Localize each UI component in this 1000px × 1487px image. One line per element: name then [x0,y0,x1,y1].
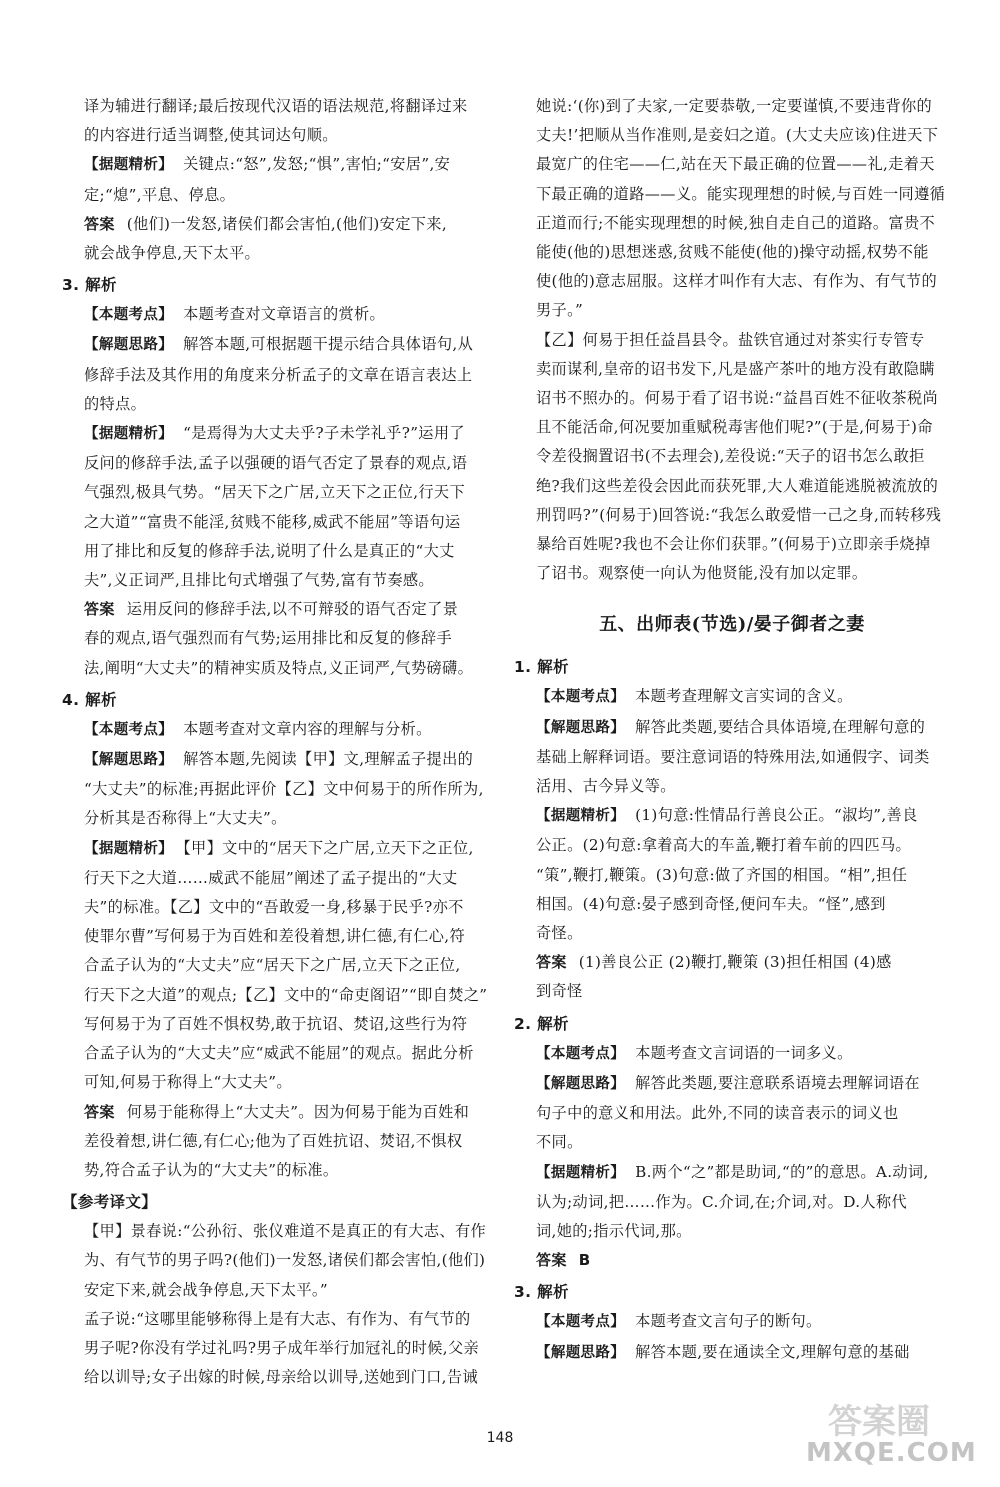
translation-paragraph: 【乙】何易于担任益昌县令。盐铁官通过对茶实行专管专 卖而谋利,皇帝的诏书发下,凡是盛产茶叶的地方没有敢隐瞒 诏书不照办的。何易于看了诏书说:“益昌百姓不征收茶税尚 且不能活命,何况要加重赋税毒害他们呢?”(于是,何易于)命 令差役搁置诏书(不去理会),差役说:“天子的诏书怎么敢拒 绝?我们这些差役会因此而获死罪,大人难道能逃脱被流放的 刑罚吗?”(何易于)回答说:“我怎么敢爱惜一己之身,而转移残 暴给百姓呢?我也不会让你们获罪。”(何易于)立即亲手烧掉 了诏书。观察使一向认为他贤能,没有加以定罪。 [536,330,942,583]
analysis-paragraph: 【据题精析】 “是焉得为大丈夫乎?子未学礼乎?”运用了 反问的修辞手法,孟子以强硬的语气否定了景春的观点,语 气强烈,极具气势。“居天下之广居,立天下之正位,行天下 之大道”“富贵不能淫,贫贱不能移,威武不能屈”等语句运 用了排比和反复的修辞手法,说明了什么是真正的“大丈 夫”,义正词严,且排比句式增强了气势,富有节奏感。 [84,424,468,590]
analysis-paragraph: 【据题精析】 B.两个“之”都是助词,“的”的意思。A.动词, 认为;动词,把……作为。C.介词,在;介词,对。D.人称代 词,她的;指示代词,那。 [536,1162,929,1240]
question-heading: 1. 解析 [514,658,569,677]
exam-point: 【本题考点】 本题考查文言句子的断句。 [536,1312,822,1331]
exam-point: 【本题考点】 本题考查对文章内容的理解与分析。 [84,719,432,738]
watermark-url: MXQE.COM [806,1438,977,1468]
translation-paragraph: 【甲】景春说:“公孙衍、张仪难道不是真正的有大志、有作 为、有气节的男子吗?(他们)一发怒,诸侯们都会害怕,(他们) 安定下来,就会战争停息,天下太平。” [84,1222,487,1299]
question-heading: 3. 解析 [62,276,117,295]
watermark-brand: 答案圈 [828,1402,930,1442]
analysis-paragraph: 【据题精析】 【甲】文中的“居天下之广居,立天下之正位, 行天下之大道……威武不能屈”阐述了孟子提出的“大丈 夫”的标准。【乙】文中的“吾敢爱一身,移暴于民乎?亦不 使罪尔曹”写何易于为百姓和差役着想,讲仁德,有仁心,符 合孟子认为的“大丈夫”应“居天下之广居,立天下之正位, 行天下之大道”的观点;【乙】文中的“命吏阁诏”“即自焚之” 写何易于为了百姓不惧权势,敢于抗诏、焚诏,这些行为符 合孟子认为的“大丈夫”应“威武不能屈”的观点。据此分析 可知,何易于称得上“大丈夫”。 [84,838,488,1092]
section-title: 五、出师表(节选)/晏子御者之妻 [599,614,865,636]
translation-paragraph: 她说:‘(你)到了夫家,一定要恭敬,一定要谨慎,不要违背你的 丈夫!’把顺从当作准则,是妾妇之道。(大丈夫应该)住进天下 最宽广的住宅——仁,站在天下最正确的位置——礼,走着天 下最正确的道路——义。能实现理想的时候,与百姓一同遵循 正道而行;不能实现理想的时候,独自走自己的道路。富贵不 能使(他的)思想迷惑,贫贱不能使(他的)操守动摇,权势不能 使(他的)意志屈服。这样才叫作有大志、有作为、有气节的 男子。” [536,97,946,320]
question-heading: 4. 解析 [62,690,117,709]
watermark-logo [800,1392,977,1474]
solution-approach: 【解题思路】 解答本题,要在通读全文,理解句意的基础 [536,1342,910,1361]
question-heading: 3. 解析 [514,1283,569,1302]
analysis-paragraph: 【据题精析】 (1)句意:性情品行善良公正。“淑均”,善良 公正。(2)句意:拿着高大的车盖,鞭打着车前的四匹马。 “策”,鞭打,鞭策。(3)句意:做了齐国的相国。“相”,担任 相国。(4)句意:晏子感到奇怪,便问车夫。“怪”,感到 奇怪。 [536,806,918,943]
exam-point: 【本题考点】 本题考查理解文言实词的含义。 [536,687,853,706]
answer-paragraph: 答案 (1)善良公正 (2)鞭打,鞭策 (3)担任相国 (4)感 到奇怪 [536,953,892,1001]
solution-approach: 【解题思路】 解答此类题,要注意联系语境去理解词语在 句子中的意义和用法。此外,不同的读音表示的词义也 不同。 [536,1073,920,1152]
exam-point: 【本题考点】 本题考查文言词语的一词多义。 [536,1043,853,1062]
answer-paragraph: 答案 何易于能称得上“大丈夫”。因为何易于能为百姓和 差役着想,讲仁德,有仁心;他为了百姓抗诏、焚诏,不惧权 势,符合孟子认为的“大丈夫”的标准。 [84,1102,470,1179]
answer-paragraph: 答案 (他们)一发怒,诸侯们都会害怕,(他们)安定下来, 就会战争停息,天下太平。 [84,214,448,263]
answer-paragraph: 答案 B [536,1251,591,1270]
left-column [62,92,494,1392]
answer-paragraph: 答案 运用反问的修辞手法,以不可辩驳的语气否定了景 春的观点,语气强烈而有气势;运用排比和反复的修辞手 法,阐明“大丈夫”的精神实质及特点,义正词严,气势磅礴。 [84,600,474,677]
page-number: 148 [486,1430,514,1446]
analysis-paragraph: 【据题精析】 关键点:“怒”,发怒;“惧”,害怕;“安居”,安 定;“熄”,平息、停息。 [84,155,451,204]
continued-text: 译为辅进行翻译;最后按现代汉语的语法规范,将翻译过来 的内容进行适当调整,使其词达句顺。 [84,97,468,145]
translation-paragraph: 孟子说:“这哪里能够称得上是有大志、有作为、有气节的 男子呢?你没有学过礼吗?男子成年举行加冠礼的时候,父亲 给以训导;女子出嫁的时候,母亲给以训导,送她到门口,告诫 [84,1309,480,1387]
exam-point: 【本题考点】 本题考查对文章语言的赏析。 [84,305,386,324]
question-heading: 2. 解析 [514,1014,569,1033]
reference-translation-heading: 【参考译文】 [62,1193,158,1212]
solution-approach: 【解题思路】 解答本题,先阅读【甲】文,理解孟子提出的 “大丈夫”的标准;再据此评价【乙】文中何易于的所作所为, 分析其是否称得上“大丈夫”。 [84,750,484,828]
tag-label: 【据题精析】 [84,157,174,174]
solution-approach: 【解题思路】 解答此类题,要结合具体语境,在理解句意的 基础上解释词语。要注意词语的特殊用法,如通假字、词类 活用、古今异义等。 [536,717,930,796]
answer-label: 答案 [84,214,115,233]
right-column [514,92,950,1368]
solution-approach: 【解题思路】 解答本题,可根据题干提示结合具体语句,从 修辞手法及其作用的角度来分析孟子的文章在语言表达上 的特点。 [84,335,474,413]
